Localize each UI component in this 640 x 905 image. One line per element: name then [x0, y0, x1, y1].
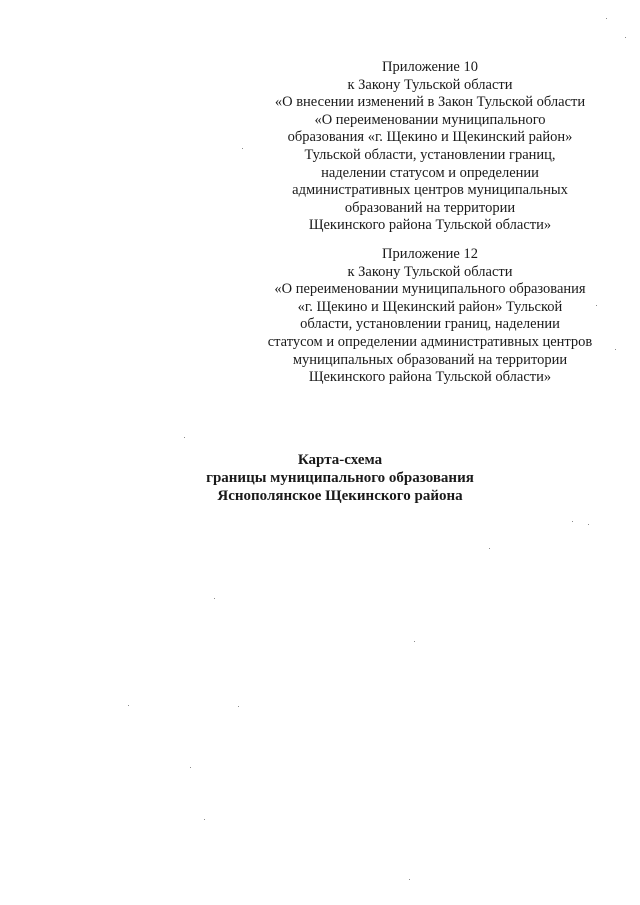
appendix-10-line: наделении статусом и определении: [321, 164, 539, 181]
appendix-10-header: [230, 59, 630, 235]
appendix-10-line: образования «г. Щекино и Щекинский район»: [287, 129, 573, 146]
map-title-heading: Карта-схема: [297, 452, 383, 468]
appendix-10-line: образований на территории: [344, 199, 516, 216]
scan-speck: [238, 706, 239, 707]
appendix-10-number: Приложение 10: [382, 59, 478, 75]
appendix-10-line: «О переименовании муниципального: [314, 111, 546, 128]
map-title-line: границы муниципального образования: [206, 470, 474, 486]
scan-speck: [615, 349, 616, 350]
appendix-10-line: административных центров муниципальных: [292, 182, 568, 199]
appendix-10-line: Тульской области, установлении границ,: [304, 146, 556, 163]
scan-speck: [625, 37, 626, 38]
appendix-12-header: [230, 246, 630, 387]
appendix-12-line: области, установлении границ, наделении: [300, 316, 560, 333]
map-scheme-title: [150, 451, 530, 505]
scan-speck: [409, 879, 410, 880]
map-title-line: Яснополянское Щекинского района: [217, 488, 463, 504]
scan-speck: [190, 767, 191, 768]
appendix-12-line: статусом и определении административных центров: [267, 333, 593, 350]
appendix-12-line: «О переименовании муниципального образования: [274, 281, 586, 298]
scan-speck: [214, 598, 215, 599]
scan-speck: [606, 18, 607, 19]
scan-speck: [128, 705, 129, 706]
appendix-12-line: к Закону Тульской области: [347, 263, 513, 280]
appendix-12-line: «г. Щекино и Щекинский район» Тульской: [297, 298, 563, 315]
scan-speck: [588, 524, 589, 525]
scan-speck: [242, 148, 243, 149]
scan-speck: [184, 437, 185, 438]
appendix-12-line: муниципальных образований на территории: [292, 351, 568, 368]
appendix-12-line: Щекинского района Тульской области»: [308, 369, 552, 386]
scan-speck: [489, 548, 490, 549]
appendix-10-line: Щекинского района Тульской области»: [308, 217, 552, 234]
scan-speck: [414, 641, 415, 642]
appendix-10-line: к Закону Тульской области: [347, 76, 513, 93]
scan-speck: [596, 305, 597, 306]
appendix-10-line: «О внесении изменений в Закон Тульской области: [274, 94, 586, 111]
scan-speck: [204, 819, 205, 820]
scan-speck: [572, 521, 573, 522]
appendix-12-number: Приложение 12: [382, 246, 478, 262]
